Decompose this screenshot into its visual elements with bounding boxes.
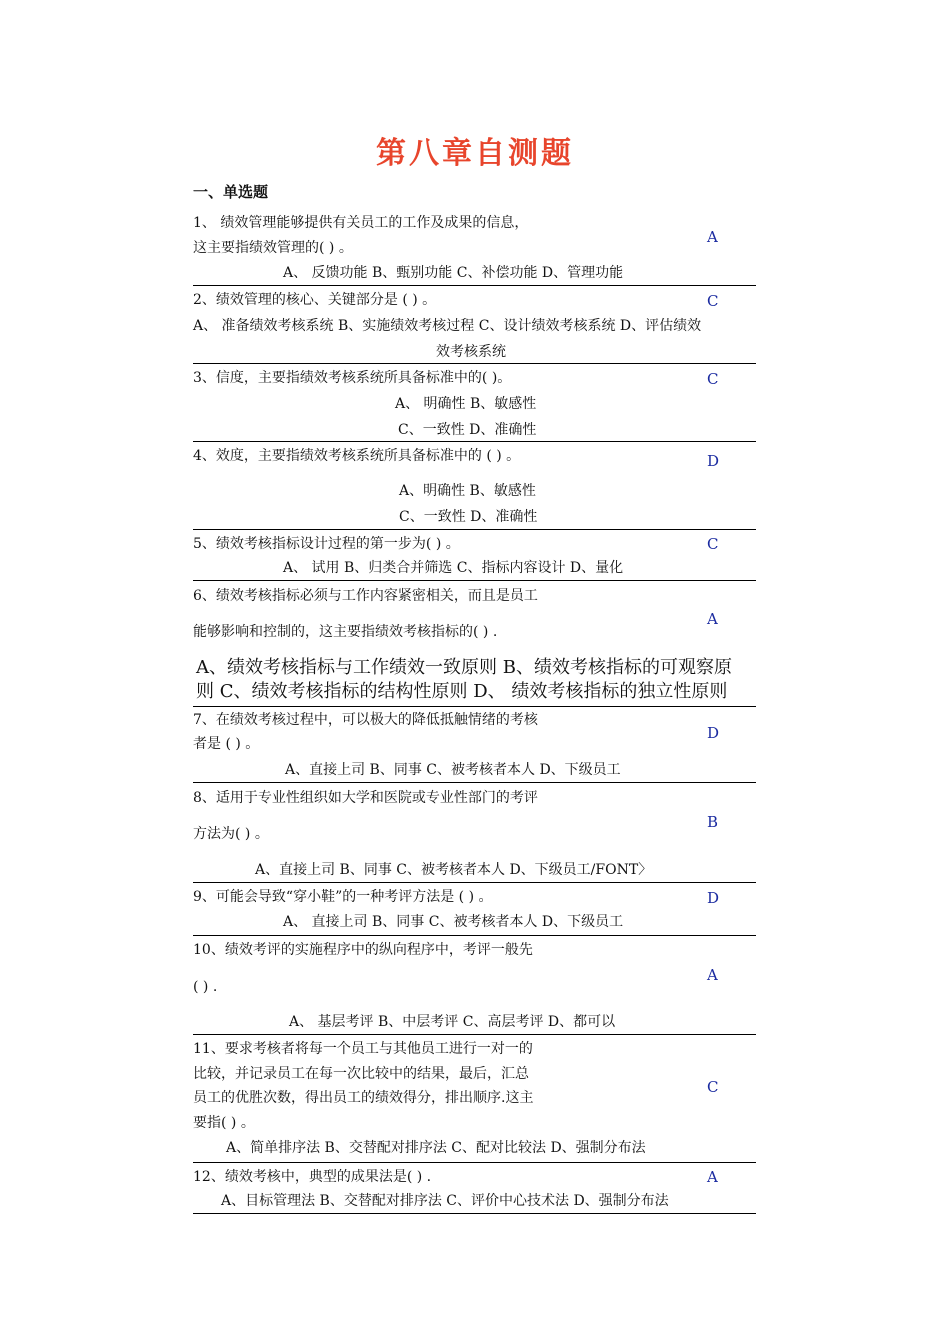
answer-letter: C [707,535,719,553]
question-text: 比较，并记录员工在每一次比较中的结果，最后，汇总 [193,1066,529,1082]
question-options: A、目标管理法 B、交替配对排序法 C、评价中心技术法 D、强制分布法 [221,1193,669,1209]
question-2 [193,286,756,364]
question-10 [193,936,756,1035]
answer-letter: A [707,966,718,984]
answer-letter: A [707,1168,718,1186]
question-options: 则 C、绩效考核指标的结构性原则 D、 绩效考核指标的独立性原则 [196,681,728,702]
question-8 [193,783,756,883]
question-text: 10、绩效考评的实施程序中的纵向程序中，考评一般先 [193,942,533,958]
question-text: 4、效度，主要指绩效考核系统所具备标准中的 ( ) 。 [193,448,521,464]
answer-letter: C [707,370,719,388]
answer-letter: A [707,228,718,246]
question-options: A、 反馈功能 B、甄别功能 C、补偿功能 D、管理功能 [283,265,624,281]
question-options: A、直接上司 B、同事 C、被考核者本人 D、下级员工 [285,762,621,778]
question-options: A、 基层考评 B、中层考评 C、高层考评 D、都可以 [289,1014,616,1030]
question-text: 3、信度，主要指绩效考核系统所具备标准中的( )。 [193,370,512,386]
question-options: A、 明确性 B、敏感性 [395,396,537,412]
question-options: A、简单排序法 B、交替配对排序法 C、配对比较法 D、强制分布法 [226,1140,646,1156]
question-text: 者是 ( ) 。 [193,736,260,752]
question-options: A、直接上司 B、同事 C、被考核者本人 D、下级员工/FONT〉 [255,862,653,878]
question-text: 这主要指绩效管理的( ) 。 [193,240,353,256]
question-options: A、 试用 B、归类合并筛选 C、指标内容设计 D、量化 [283,560,624,576]
question-options: A、 准备绩效考核系统 B、实施绩效考核过程 C、设计绩效考核系统 D、评估绩效 [193,318,702,334]
question-3 [193,364,756,442]
answer-letter: B [707,813,719,831]
question-text: 11、要求考核者将每一个员工与其他员工进行一对一的 [193,1041,533,1057]
question-5 [193,530,756,581]
question-text: 员工的优胜次数，得出员工的绩效得分，排出顺序.这主 [193,1090,534,1106]
question-12 [193,1163,756,1214]
answer-letter: A [707,610,718,628]
question-options: C、一致性 D、准确性 [399,509,538,525]
question-text: 9、可能会导致“穿小鞋”的一种考评方法是 ( ) 。 [193,889,493,905]
question-6 [193,581,756,707]
question-text: 5、绩效考核指标设计过程的第一步为( ) 。 [193,536,460,552]
question-text: 2、绩效管理的核心、关键部分是 ( ) 。 [193,292,437,308]
question-text: 8、适用于专业性组织如大学和医院或专业性部门的考评 [193,790,538,806]
question-text: 6、绩效考核指标必须与工作内容紧密相关，而且是员工 [193,588,538,604]
section-heading: 一、单选题 [193,183,269,201]
question-4 [193,442,756,530]
question-text: 7、在绩效考核过程中，可以极大的降低抵触情绪的考核 [193,712,538,728]
question-text: 方法为( ) 。 [193,826,269,842]
question-text: 能够影响和控制的，这主要指绩效考核指标的( ) . [193,624,498,640]
question-options: A、 直接上司 B、同事 C、被考核者本人 D、下级员工 [283,914,624,930]
question-text: 12、绩效考核中，典型的成果法是( ) . [193,1169,432,1185]
question-text: 要指( ) 。 [193,1115,255,1131]
answer-letter: D [707,452,720,470]
question-text: 1、 绩效管理能够提供有关员工的工作及成果的信息， [193,215,529,231]
question-options: 效考核系统 [436,344,506,360]
answer-letter: D [707,889,720,907]
question-7 [193,707,756,783]
question-9 [193,883,756,936]
question-options: C、一致性 D、准确性 [398,422,537,438]
question-1 [193,211,756,286]
answer-letter: C [707,292,719,310]
question-options: A、绩效考核指标与工作绩效一致原则 B、绩效考核指标的可观察原 [196,657,732,678]
answer-letter: C [707,1078,719,1096]
question-options: A、明确性 B、敏感性 [399,483,536,499]
question-text: ( ) . [193,979,218,995]
page-title: 第八章自测题 [376,136,574,171]
question-11 [193,1035,756,1163]
answer-letter: D [707,724,720,742]
